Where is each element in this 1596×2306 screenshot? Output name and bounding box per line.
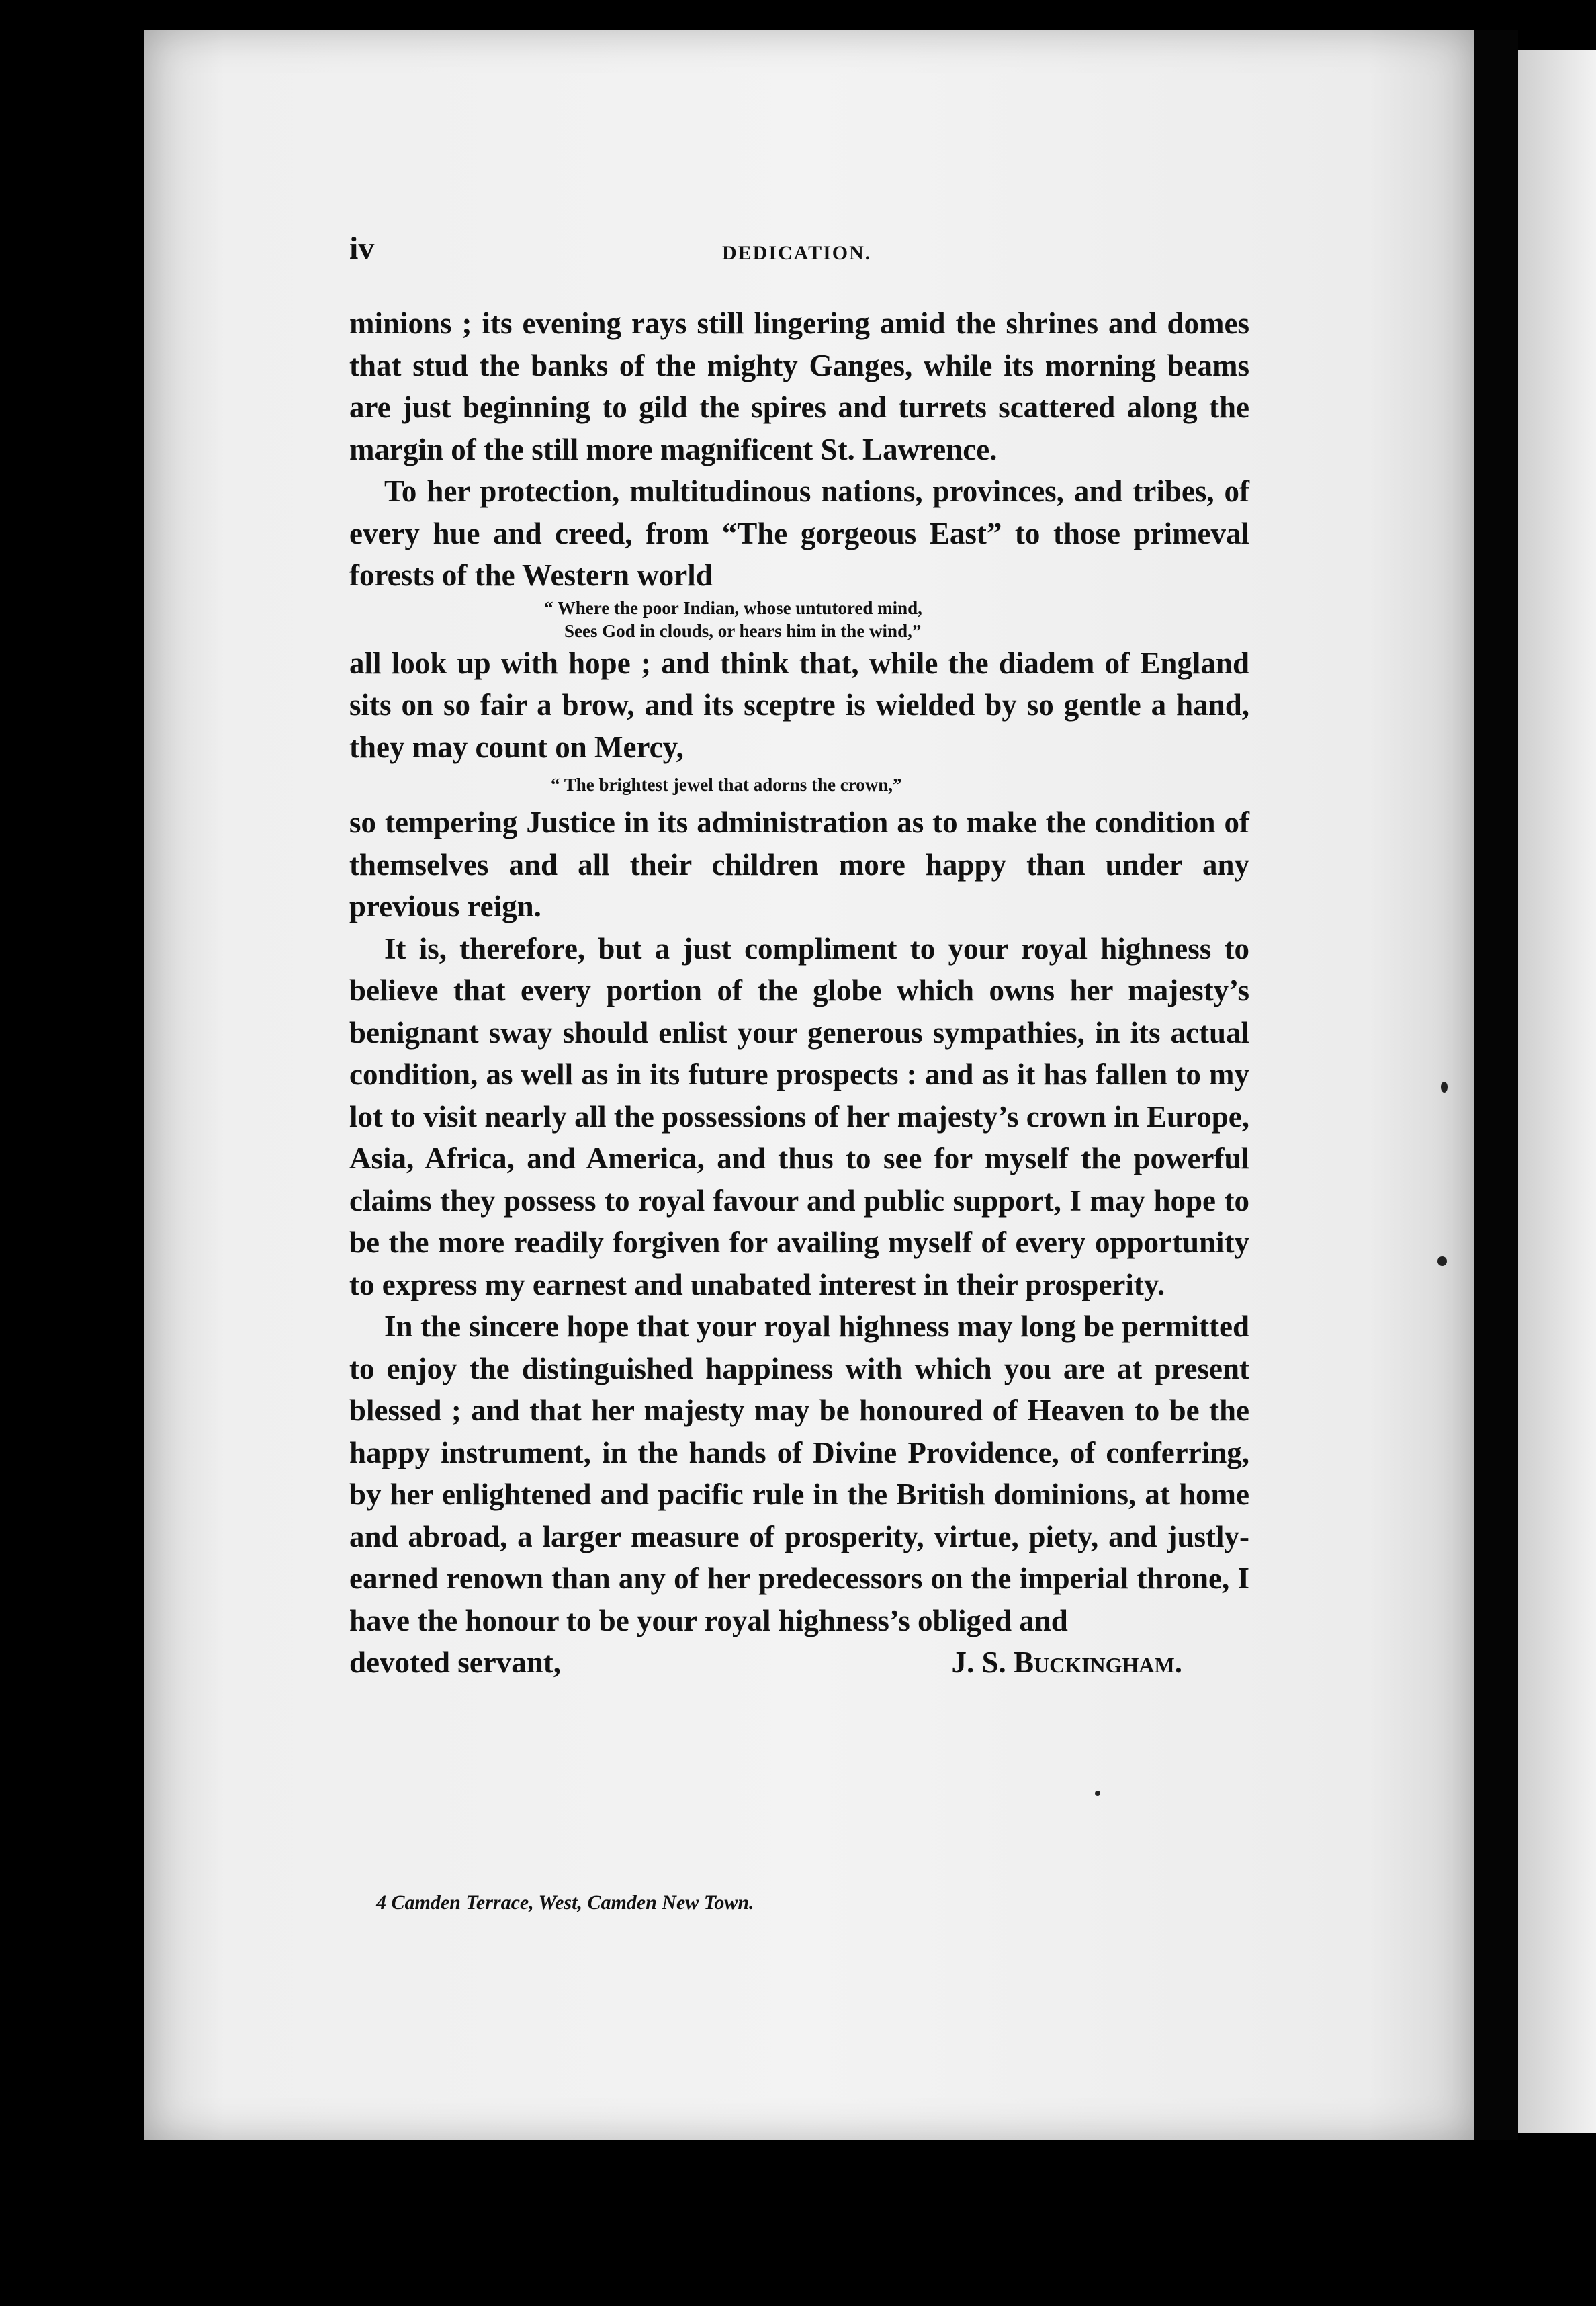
page-gutter-shadow — [1474, 30, 1518, 2140]
paragraph-4: so tempering Justice in its administration as to make the condition of themselves and all their children more happy than under any previous reign. — [349, 806, 1249, 923]
paragraph-3: all look up with hope ; and think that, while the diadem of England sits on so fair a brow, and its sceptre is wielded by so gentle a hand, they may count on Mercy, — [349, 646, 1249, 764]
ink-speck — [1441, 1082, 1448, 1093]
paragraph-5: It is, therefore, but a just compliment to your royal highness to believe that every portion of the globe which owns her majesty’s benignant sway should enlist your generous sympathies, in its actual condition, as well as in its future prospects : and as it has fallen to my lot to visit nearly all the possessions of her majesty’s crown in Europe, Asia, Africa, and America, and thus to see for myself the powerful claims they possess to royal favour and public support, I may hope to be the more readily forgiven for availing myself of every opportunity to express my earnest and unabated interest in their prosperity. — [349, 931, 1249, 1301]
facing-page-edge — [1518, 50, 1596, 2133]
paragraph-1: minions ; its evening rays still lingering amid the shrines and domes that stud the banks of the mighty Ganges, while its morning beams are just beginning to gild the spires and turrets scattered along the margin of the still more magnificent St. Lawrence. — [349, 306, 1249, 466]
page-number: iv — [349, 230, 375, 266]
quotation-crown: “ The brightest jewel that adorns the crown,” — [551, 775, 902, 795]
paragraph-6: In the sincere hope that your royal highness may long be permitted to enjoy the distinguished happiness with which you are at present blessed ; and that her majesty may be honoured of Heaven to be the happy instrument, in the hands of Divine Providence, of conferring, by her enlightened and pacific rule in the British dominions, at home and abroad, a larger measure of prosperity, virtue, piety, and justly-earned renown than any of her predecessors on the imperial throne, I have the honour to be your royal highness’s obliged and — [349, 1310, 1249, 1637]
quotation-line-2: Sees God in clouds, or hears him in the wind,” — [564, 620, 922, 641]
running-head — [349, 230, 1223, 275]
ink-speck — [1437, 1256, 1447, 1266]
dedication-body — [349, 302, 1249, 1684]
ink-speck — [1095, 1791, 1100, 1796]
closing-phrase: devoted servant, — [349, 1646, 561, 1679]
closing-line — [349, 1641, 1249, 1684]
paragraph-2: To her protection, multitudinous nations, provinces, and tribes, of every hue and creed, from “The gorgeous East” to those primeval forests of the Western world — [349, 474, 1249, 592]
signature: J. S. Buckingham. — [951, 1646, 1182, 1679]
quotation-line-1: “ Where the poor Indian, whose untutored mind, — [544, 597, 922, 618]
address-line: 4 Camden Terrace, West, Camden New Town. — [376, 1891, 754, 1914]
running-head-title: DEDICATION. — [722, 242, 872, 264]
